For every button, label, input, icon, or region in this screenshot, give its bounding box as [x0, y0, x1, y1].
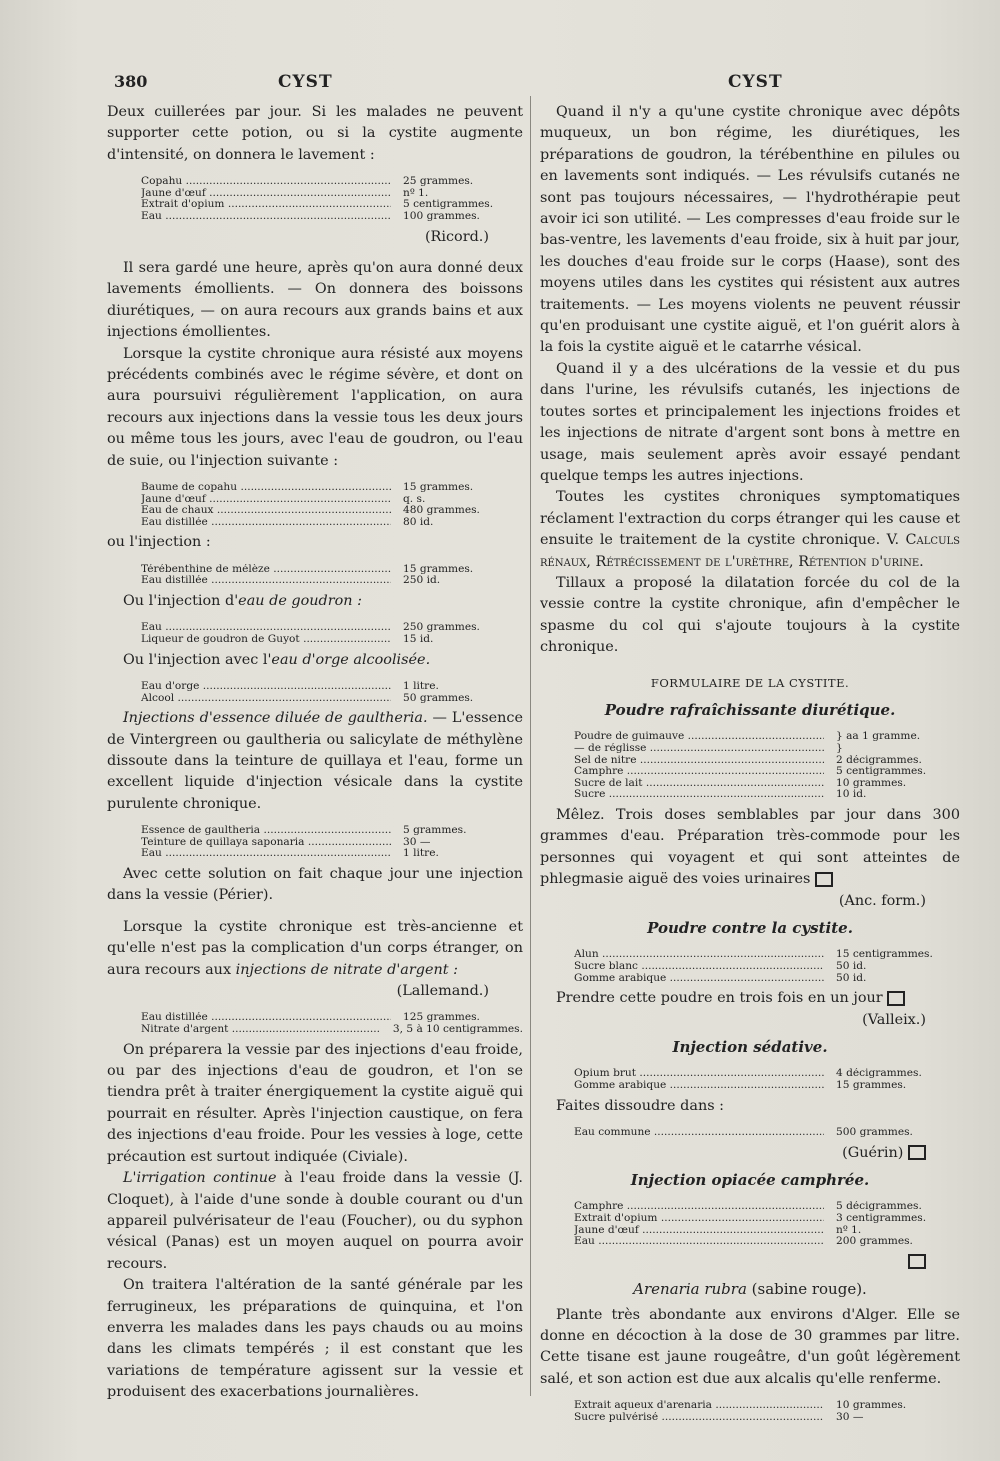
- paragraph: Injections d'essence diluée de gaultheria. — L'essence de Vintergreen ou gaultheria ou salicylate de méthylène dissoute dans la teinture de quillaya et l'eau, forme un excellent liquide d'injection vésicale dans la cystite purulente chronique.: [107, 710, 524, 812]
- paragraph: Lorsque la cystite chronique est très-ancienne et qu'elle n'est pas la complication d'un corps étranger, on aura recours aux injections de nitrate d'argent :: [107, 918, 523, 978]
- ingredient-quantity: 15 grammes.: [403, 482, 474, 494]
- ingredient-quantity: 50 grammes.: [403, 692, 474, 704]
- ingredient-name: Alun .....: [574, 949, 824, 961]
- ingredient-quantity: 15 id.: [403, 634, 434, 646]
- ingredient-name: Extrait d'opium .....: [141, 199, 391, 211]
- ingredient-name: Eau .....: [141, 211, 391, 223]
- prescription-row: [574, 1068, 960, 1080]
- prescription-row: [574, 949, 960, 961]
- prescription-row: [141, 494, 523, 506]
- paragraph: Lorsque la cystite chronique aura résisté aux moyens précédents combinés avec le régime sévère, et dont on aura poursuivi régulièrement l'application, on aura recours aux injections dans la vessie tous les deux jours ou même tous les jours, avec l'eau de goudron, ou l'eau de suie, ou l'injection suivante :: [107, 345, 523, 469]
- ingredient-name: Eau commune .....: [574, 1127, 824, 1139]
- ingredient-name: Sel de nitre .....: [574, 755, 824, 767]
- paragraph: Prendre cette poudre en trois fois en un jour: [540, 988, 960, 1009]
- paragraph: On préparera la vessie par des injections d'eau froide, ou par des injections d'eau de goudron, et l'on se tiendra prêt à traiter énergiquement la cystite aiguë qui pourrait en résulter. Après l'injection caustique, on fera des injections d'eau froide. Pour les vessies à loge, cette précaution est surtout indiquée (Civiale).: [107, 1041, 523, 1165]
- paragraph: Avec cette solution on fait chaque jour une injection dans la vessie (Périer).: [107, 866, 523, 904]
- prescription-row: [141, 517, 523, 529]
- prescription-row: [574, 1213, 960, 1225]
- ingredient-name: Copahu .....: [141, 176, 391, 188]
- paragraph: Quand il y a des ulcérations de la vessie et du pus dans l'urine, les révulsifs cutanés, les injections de toutes sortes et principalement les injections froides et les injections de nitrate d'argent sont bons à mettre en usage, mais seulement après avoir essayé pendant quelque temps les autres injections.: [540, 360, 960, 484]
- paragraph: Tillaux a proposé la dilatation forcée du col de la vessie contre la cystite chronique, afin d'empêcher le spasme du col qui s'ajoute toujours à la cystite chronique.: [540, 574, 960, 656]
- prescription-row: [574, 731, 960, 743]
- paragraph: Ou l'injection d'eau de goudron :: [123, 593, 363, 610]
- ingredient-quantity: 50 id.: [836, 972, 867, 984]
- ingredient-quantity: 125 grammes.: [403, 1012, 480, 1024]
- author-citation: (Lallemand.): [396, 983, 489, 1000]
- ingredient-quantity: 10 grammes.: [836, 1400, 907, 1412]
- ingredient-name: Opium brut .....: [574, 1068, 824, 1080]
- ingredient-name: Térébenthine de mélèze .....: [141, 564, 391, 576]
- ingredient-name: Liqueur de goudron de Guyot .....: [141, 634, 391, 646]
- ingredient-name: Jaune d'œuf .....: [141, 494, 391, 506]
- ingredient-quantity: 5 centigrammes.: [836, 766, 927, 778]
- ingredient-name: Sucre de lait .....: [574, 778, 824, 790]
- ingredient-name: Nitrate d'argent .....: [141, 1024, 381, 1036]
- author-citation: (Anc. form.): [838, 892, 926, 909]
- prescription: [574, 949, 960, 984]
- prescription-row: [141, 622, 523, 634]
- ingredient-quantity: 500 grammes.: [836, 1126, 913, 1138]
- prescription-row: [574, 1400, 960, 1412]
- ingredient-name: Camphre .....: [574, 766, 824, 778]
- ingredient-name: Sucre .....: [574, 789, 824, 801]
- ingredient-quantity: 25 grammes.: [403, 176, 474, 188]
- prescription-row: [141, 482, 523, 494]
- prescription: [141, 622, 523, 645]
- ingredient-quantity: 15 centigrammes.: [836, 949, 933, 961]
- ingredient-quantity: 480 grammes.: [403, 505, 480, 517]
- ingredient-name: Eau .....: [574, 1236, 824, 1248]
- prescription: [574, 731, 960, 801]
- prescription-row: [141, 575, 523, 587]
- prescription: [141, 482, 523, 528]
- prescription-row: [141, 1012, 523, 1024]
- ingredient-name: — de réglisse .....: [574, 743, 824, 755]
- formula-title: Injection sédative.: [672, 1037, 828, 1056]
- formula-title: Poudre contre la cystite.: [647, 918, 853, 937]
- ingredient-name: Sucre pulvérisé .....: [574, 1412, 824, 1424]
- prescription: [141, 176, 523, 222]
- ingredient-quantity: }: [836, 742, 843, 754]
- prescription-row: [141, 199, 523, 211]
- ingredient-name: Alcool .....: [141, 693, 391, 705]
- prescription-row: [141, 188, 523, 200]
- formula-title: Poudre rafraîchissante diurétique.: [604, 700, 896, 719]
- square-symbol-icon: [887, 991, 905, 1006]
- paragraph: Quand il n'y a qu'une cystite chronique avec dépôts muqueux, un bon régime, les diurétiques, les préparations de goudron, la térébenthine en pilules ou en lavements sont indiqués. — Les révulsifs cutanés ne sont pas toujours nécessaires, — l'hydrothérapie peut avoir ici son utilité. — Les compresses d'eau froide sur le bas-ventre, les lavements d'eau froide, six à huit par jour, les douches d'eau froide sur le corps (Haase), sont des moyens utiles dans les cystites qui résistent aux autres traitements. — Les moyens violents ne peuvent réussir qu'en produisant une cystite aiguë, et l'on guérit alors à la fois la cystite aiguë et le catarrhe vésical.: [540, 104, 960, 356]
- prescription-row: [574, 1201, 960, 1213]
- ingredient-name: Gomme arabique .....: [574, 1080, 824, 1092]
- ingredient-quantity: 100 grammes.: [403, 211, 480, 222]
- paragraph: Faites dissoudre dans :: [556, 1097, 725, 1114]
- ingredient-name: Eau de chaux .....: [141, 505, 391, 517]
- prescription-row: [574, 778, 960, 790]
- paragraph: Ou l'injection avec l'eau d'orge alcoolisée.: [123, 651, 431, 668]
- prescription: [574, 1068, 960, 1091]
- prescription: [141, 1012, 523, 1035]
- prescription-row: [574, 1236, 960, 1248]
- ingredient-quantity: 2 décigrammes.: [836, 754, 922, 766]
- ingredient-quantity: q. s.: [403, 493, 426, 505]
- prescription-row: [574, 789, 960, 801]
- ingredient-quantity: 10 grammes.: [836, 777, 907, 789]
- prescription-row: [574, 1225, 960, 1237]
- right-column: [540, 102, 960, 1427]
- section-heading: FORMULAIRE DE LA CYSTITE.: [650, 675, 850, 690]
- ingredient-name: Eau .....: [141, 622, 391, 634]
- ingredient-quantity: 1 litre.: [403, 681, 439, 693]
- prescription: [141, 825, 523, 860]
- paragraph: On traitera l'altération de la santé générale par les ferrugineux, les préparations de quinquina, et l'on enverra les malades dans les pays chauds ou au moins dans les climats tempérés ; il est constant que les variations de température agissent sur la vessie et produisent des exacerbations journalières.: [107, 1277, 523, 1401]
- prescription-row: [141, 681, 523, 693]
- ingredient-quantity: 1 litre.: [403, 848, 439, 860]
- ingredient-quantity: 80 id.: [403, 516, 434, 528]
- ingredient-name: Jaune d'œuf .....: [141, 188, 391, 200]
- ingredient-quantity: } aa 1 gramme.: [836, 731, 921, 743]
- prescription-row: [574, 743, 960, 755]
- ingredient-name: Extrait d'opium .....: [574, 1213, 824, 1225]
- prescription-row: [574, 1080, 960, 1092]
- left-running-title: CYST: [278, 72, 333, 92]
- prescription-row: [141, 1024, 523, 1036]
- ingredient-name: Poudre de guimauve .....: [574, 731, 824, 743]
- paragraph: Toutes les cystites chroniques symptomatiques réclament l'extraction du corps étranger qui les cause et ensuite le traitement de la cystite chronique. V. Calculs rénaux, Rétrécissement de l'urèthre, Rétention d'urine.: [540, 489, 960, 570]
- square-symbol-icon: [908, 1145, 926, 1160]
- formula-title: Arenaria rubra (sabine rouge).: [633, 1280, 867, 1299]
- ingredient-name: Essence de gaultheria .....: [141, 825, 391, 837]
- author-citation: (Ricord.): [424, 228, 489, 245]
- square-symbol-icon: [908, 1254, 926, 1269]
- page-number: 380: [114, 72, 148, 91]
- paragraph: Il sera gardé une heure, après qu'on aura donné deux lavements émollients. — On donnera des boissons diurétiques, — on aura recours aux grands bains et aux injections émollientes.: [107, 260, 523, 341]
- paragraph: L'irrigation continue à l'eau froide dans la vessie (J. Cloquet), à l'aide d'une sonde à double courant ou d'un appareil pulvérisateur de l'eau (Foucher), ou du syphon vésical (Panas) est un moyen auquel on pourra avoir recours.: [107, 1170, 523, 1272]
- ingredient-name: Baume de copahu .....: [141, 482, 391, 494]
- ingredient-quantity: 3 centigrammes.: [836, 1212, 927, 1224]
- running-header: [0, 72, 1000, 102]
- prescription-row: [141, 564, 523, 576]
- prescription-row: [141, 634, 523, 646]
- paragraph: ou l'injection :: [107, 534, 211, 551]
- ingredient-quantity: 200 grammes.: [836, 1236, 913, 1248]
- ingredient-quantity: nº 1.: [403, 187, 429, 199]
- ingredient-quantity: 30 —: [836, 1411, 864, 1423]
- ingredient-name: Teinture de quillaya saponaria .....: [141, 837, 391, 849]
- prescription-row: [574, 961, 960, 973]
- ingredient-name: Sucre blanc .....: [574, 961, 824, 973]
- ingredient-quantity: 15 grammes.: [403, 563, 474, 575]
- ingredient-name: Camphre .....: [574, 1201, 824, 1213]
- prescription-row: [141, 176, 523, 188]
- ingredient-quantity: 50 id.: [836, 960, 867, 972]
- ingredient-quantity: 10 id.: [836, 789, 867, 801]
- prescription-row: [141, 837, 523, 849]
- prescription-row: [141, 825, 523, 837]
- ingredient-name: Gomme arabique .....: [574, 973, 824, 985]
- prescription-row: [574, 1412, 960, 1424]
- prescription-row: [141, 505, 523, 517]
- paragraph: Mêlez. Trois doses semblables par jour dans 300 grammes d'eau. Préparation très-commode pour les personnes qui voyagent et qui sont atteintes de phlegmasie aiguë des voies urinaires: [540, 806, 960, 888]
- ingredient-quantity: 30 —: [403, 836, 431, 848]
- ingredient-name: Jaune d'œuf .....: [574, 1225, 824, 1237]
- ingredient-name: Eau distillée .....: [141, 517, 391, 529]
- ingredient-quantity: 4 décigrammes.: [836, 1068, 922, 1080]
- prescription: [574, 1400, 960, 1423]
- column-divider: [530, 96, 531, 1396]
- left-column: [107, 102, 523, 1404]
- prescription: [574, 1201, 960, 1247]
- paragraph: Plante très abondante aux environs d'Alger. Elle se donne en décoction à la dose de 30 grammes par litre. Cette tisane est jaune rougeâtre, d'un goût légèrement salé, et son action est due aux alcalis qu'elle renferme.: [540, 1306, 960, 1387]
- prescription: [574, 1127, 960, 1139]
- prescription-row: [574, 755, 960, 767]
- ingredient-quantity: 250 id.: [403, 575, 441, 587]
- square-symbol-icon: [815, 872, 833, 887]
- ingredient-quantity: nº 1.: [836, 1224, 862, 1236]
- prescription-row: [574, 973, 960, 985]
- paragraph: Deux cuillerées par jour. Si les malades ne peuvent supporter cette potion, ou si la cystite augmente d'intensité, on donnera le lavement :: [107, 104, 523, 163]
- ingredient-name: Eau distillée .....: [141, 1012, 391, 1024]
- ingredient-name: Eau .....: [141, 848, 391, 860]
- ingredient-quantity: 5 décigrammes.: [836, 1201, 922, 1213]
- right-running-title: CYST: [728, 72, 783, 92]
- prescription-row: [141, 848, 523, 860]
- author-citation: (Guérin): [540, 1143, 960, 1164]
- prescription: [141, 681, 523, 704]
- square-symbol-line: [540, 1252, 960, 1273]
- prescription-row: [141, 211, 523, 223]
- prescription: [141, 564, 523, 587]
- ingredient-quantity: 250 grammes.: [403, 622, 480, 634]
- ingredient-name: Eau distillée .....: [141, 575, 391, 587]
- author-citation: (Valleix.): [862, 1011, 926, 1028]
- formula-title: Injection opiacée camphrée.: [630, 1170, 870, 1189]
- ingredient-quantity: 5 centigrammes.: [403, 199, 494, 211]
- ingredient-quantity: 5 grammes.: [403, 825, 467, 837]
- prescription-row: [141, 693, 523, 705]
- ingredient-name: Eau d'orge .....: [141, 681, 391, 693]
- prescription-row: [574, 766, 960, 778]
- ingredient-quantity: 15 grammes.: [836, 1079, 907, 1091]
- prescription-row: [574, 1127, 960, 1139]
- ingredient-quantity: 3, 5 à 10 centigrammes.: [392, 1024, 523, 1036]
- ingredient-name: Extrait aqueux d'arenaria .....: [574, 1400, 824, 1412]
